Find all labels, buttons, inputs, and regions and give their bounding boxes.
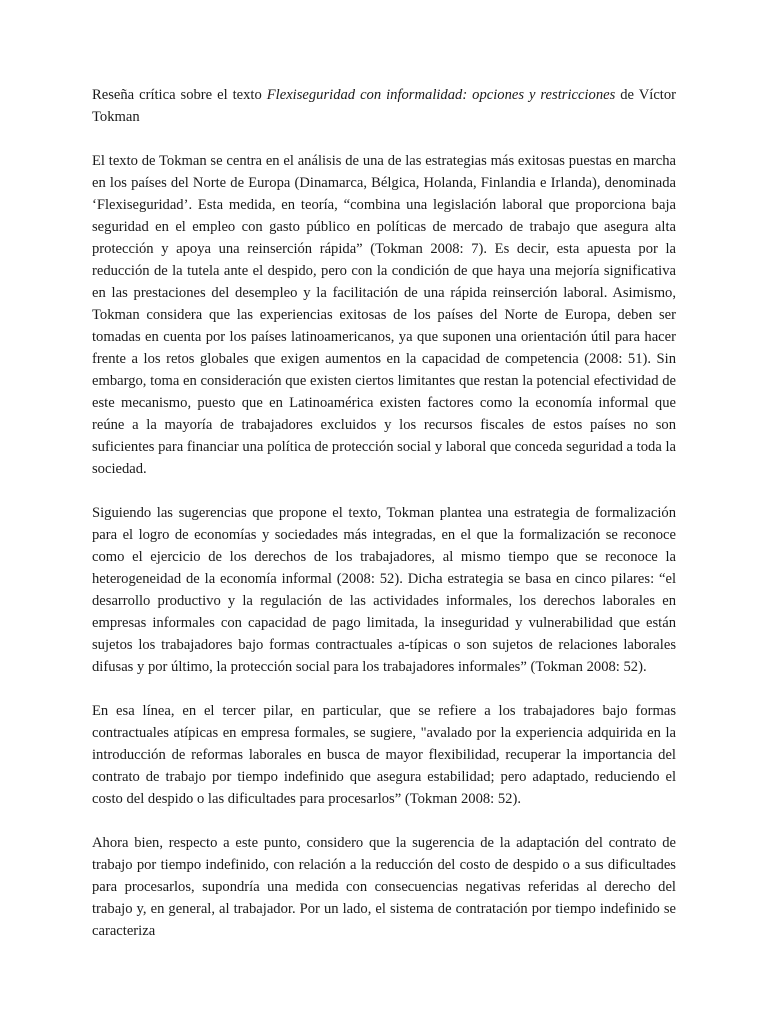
paragraph-3: En esa línea, en el tercer pilar, en particular, que se refiere a los trabajadores bajo formas contractuales atípicas en empresa formales, se sugiere, "avalado por la experiencia adquirida en la introducción de reformas laborales en busca de mayor flexibilidad, recuperar la importancia del contrato de trabajo por tiempo indefinido que asegura estabilidad; pero adaptado, reduciendo el costo del despido o las dificultades para procesarlos” (Tokman 2008: 52). <box>92 703 676 807</box>
document-title <box>92 84 676 128</box>
paragraph-1: El texto de Tokman se centra en el análisis de una de las estrategias más exitosas puestas en marcha en los países del Norte de Europa (Dinamarca, Bélgica, Holanda, Finlandia e Irlanda), denominada ‘Flexiseguridad’. Esta medida, en teoría, “combina una legislación laboral que proporciona baja seguridad en el empleo con gasto público en políticas de mercado de trabajo que asegura alta protección y apoya una reinserción rápida” (Tokman 2008: 7). Es decir, esta apuesta por la reducción de la tutela ante el despido, pero con la condición de que haya una mejoría significativa en las prestaciones del desempleo y la facilitación de una rápida reinserción laboral. Asimismo, Tokman considera que las experiencias exitosas de los países del Norte de Europa, deben ser tomadas en cuenta por los países latinoamericanos, ya que suponen una orientación útil para hacer frente a los retos globales que exigen aumentos en la capacidad de competencia (2008: 51). Sin embargo, toma en consideración que existen ciertos limitantes que restan la potencial efectividad de este mecanismo, puesto que en Latinoamérica existen factores como la economía informal que reúne a la mayoría de trabajadores excluidos y los recursos fiscales de estos países no son suficientes para financiar una política de protección social y laboral que conceda seguridad a toda la sociedad. <box>92 153 676 477</box>
title-work: Flexiseguridad con informalidad: opciones y restricciones <box>266 87 616 103</box>
paragraph-2: Siguiendo las sugerencias que propone el texto, Tokman plantea una estrategia de formalización para el logro de economías y sociedades más integradas, en el que la formalización se reconoce como el ejercicio de los derechos de los trabajadores, al mismo tiempo que se reconoce la heterogeneidad de la economía informal (2008: 52). Dicha estrategia se basa en cinco pilares: “el desarrollo productivo y la regulación de las actividades informales, los derechos laborales en empresas informales con capacidad de pago limitada, la inseguridad y vulnerabilidad que están sujetos los trabajadores bajo formas contractuales a-típicas o son sujetos de relaciones laborales difusas y por último, la protección social para los trabajadores informales” (Tokman 2008: 52). <box>92 505 676 675</box>
paragraph-4: Ahora bien, respecto a este punto, considero que la sugerencia de la adaptación del contrato de trabajo por tiempo indefinido, con relación a la reducción del costo de despido o a sus dificultades para procesarlos, supondría una medida con consecuencias negativas referidas al derecho del trabajo y, en general, al trabajador. Por un lado, el sistema de contratación por tiempo indefinido se caracteriza <box>92 835 676 939</box>
title-prefix: Reseña crítica sobre el texto <box>92 87 267 103</box>
title-suffix: de Víctor Tokman <box>92 87 677 125</box>
document-page <box>92 84 676 964</box>
